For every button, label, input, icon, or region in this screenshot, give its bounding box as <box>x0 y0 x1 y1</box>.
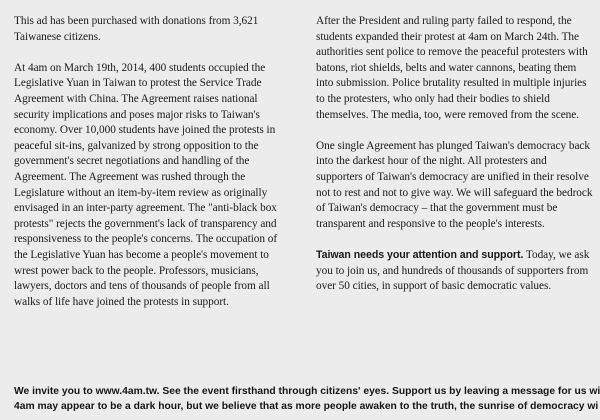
police-paragraph: After the President and ruling party failed to respond, the students expanded their protest at 4am on March 24th. The authorities sent police to remove the peaceful protesters with batons, riot shields, belts and water cannons, beating them into submission. Police brutality resulted in multiple injuries to the protesters, who only had their bodies to shield themselves. The media, too, were removed from the scene. <box>316 15 588 121</box>
occupation-paragraph: At 4am on March 19th, 2014, 400 students occupied the Legislative Yuan in Taiwan to protest the Service Trade Agreement with China. The Agreement raises national security implications and poses major risks to Taiwan's economy. Over 10,000 students have joined the protests in peaceful sit-ins, galvanized by strong opposition to the government's secret negotiations and handling of the Agreement. The Agreement was rushed through the Legislature without an item-by-item review as originally envisaged in an inter-party agreement. The "anti-black box protests" rejects the government's lack of transparency and responsiveness to the people's concerns. The occupation of the Legislative Yuan has become a people's movement to wrest power back to the people. Professors, musicians, lawyers, doctors and tens of thousands of people from all walks of life have joined the protests in support. <box>14 61 278 308</box>
support-text: Today, we ask you to join us, and hundreds of thousands of supporters from over 50 cities, in support of basic democratic values. <box>316 248 590 293</box>
support-heading: Taiwan needs your attention and support. <box>316 248 524 261</box>
footer-line-2: 4am may appear to be a dark hour, but we believe that as more people awaken to the truth, the sunrise of democracy wi <box>14 401 599 412</box>
footer-line-1: We invite you to www.4am.tw. See the event firsthand through citizens' eyes. Support us by leaving a message for us wi <box>14 386 600 397</box>
footer <box>14 384 600 414</box>
support-paragraph <box>316 248 594 295</box>
donation-note: This ad has been purchased with donations from 3,621 Taiwanese citizens. <box>14 15 259 43</box>
left-column <box>14 14 292 326</box>
right-column <box>316 14 594 310</box>
democracy-paragraph: One single Agreement has plunged Taiwan's democracy back into the darkest hour of the night. All protesters and supporters of Taiwan's democracy are unified in their resolve not to rest and not to give way. We will safeguard the bedrock of Taiwan's democracy – that the government must be transparent and responsive to the people's interests. <box>316 139 593 230</box>
